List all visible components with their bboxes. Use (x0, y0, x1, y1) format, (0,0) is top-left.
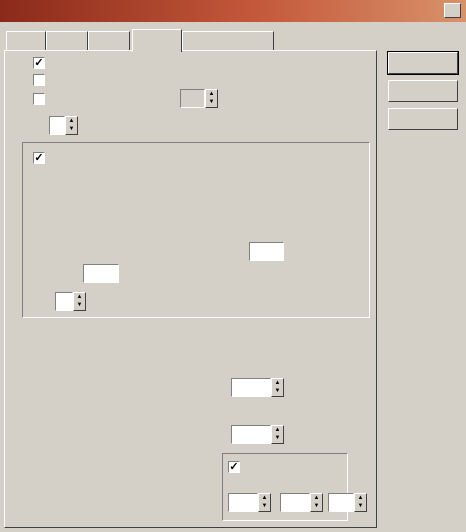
jahr-spinner[interactable]: ▲ ▼ (258, 493, 271, 512)
mod-sensor-field[interactable] (49, 116, 65, 135)
wert0-field[interactable] (231, 425, 271, 444)
mod-sensor-spinner[interactable]: ▲ ▼ (65, 116, 78, 135)
wert0-spinner[interactable]: ▲ ▼ (271, 425, 284, 444)
diff-temp-checkbox[interactable] (33, 93, 45, 105)
jahr-field[interactable] (228, 493, 258, 512)
hum-factor-field[interactable] (55, 292, 73, 311)
temp-solar-checkbox[interactable]: ✓ (34, 57, 44, 69)
sunset-time-field[interactable] (83, 264, 119, 283)
diff-temp-spinner[interactable]: ▲ ▼ (205, 89, 218, 108)
korrektur-checkbox[interactable]: ✓ (34, 152, 44, 164)
monat-field[interactable] (280, 493, 310, 512)
sunrise-time-field[interactable] (249, 242, 284, 261)
monat-spinner[interactable]: ▲ ▼ (310, 493, 323, 512)
diff-temp-field[interactable] (180, 89, 205, 108)
tag-spinner[interactable]: ▲ ▼ (354, 493, 367, 512)
wert100-spinner[interactable]: ▲ ▼ (271, 378, 284, 397)
vorhanden-checkbox[interactable]: ✓ (229, 461, 239, 473)
hum-solar-checkbox[interactable] (33, 74, 45, 86)
tag-field[interactable] (328, 493, 354, 512)
hum-factor-spinner[interactable]: ▲ ▼ (73, 292, 86, 311)
wert100-field[interactable] (231, 378, 271, 397)
